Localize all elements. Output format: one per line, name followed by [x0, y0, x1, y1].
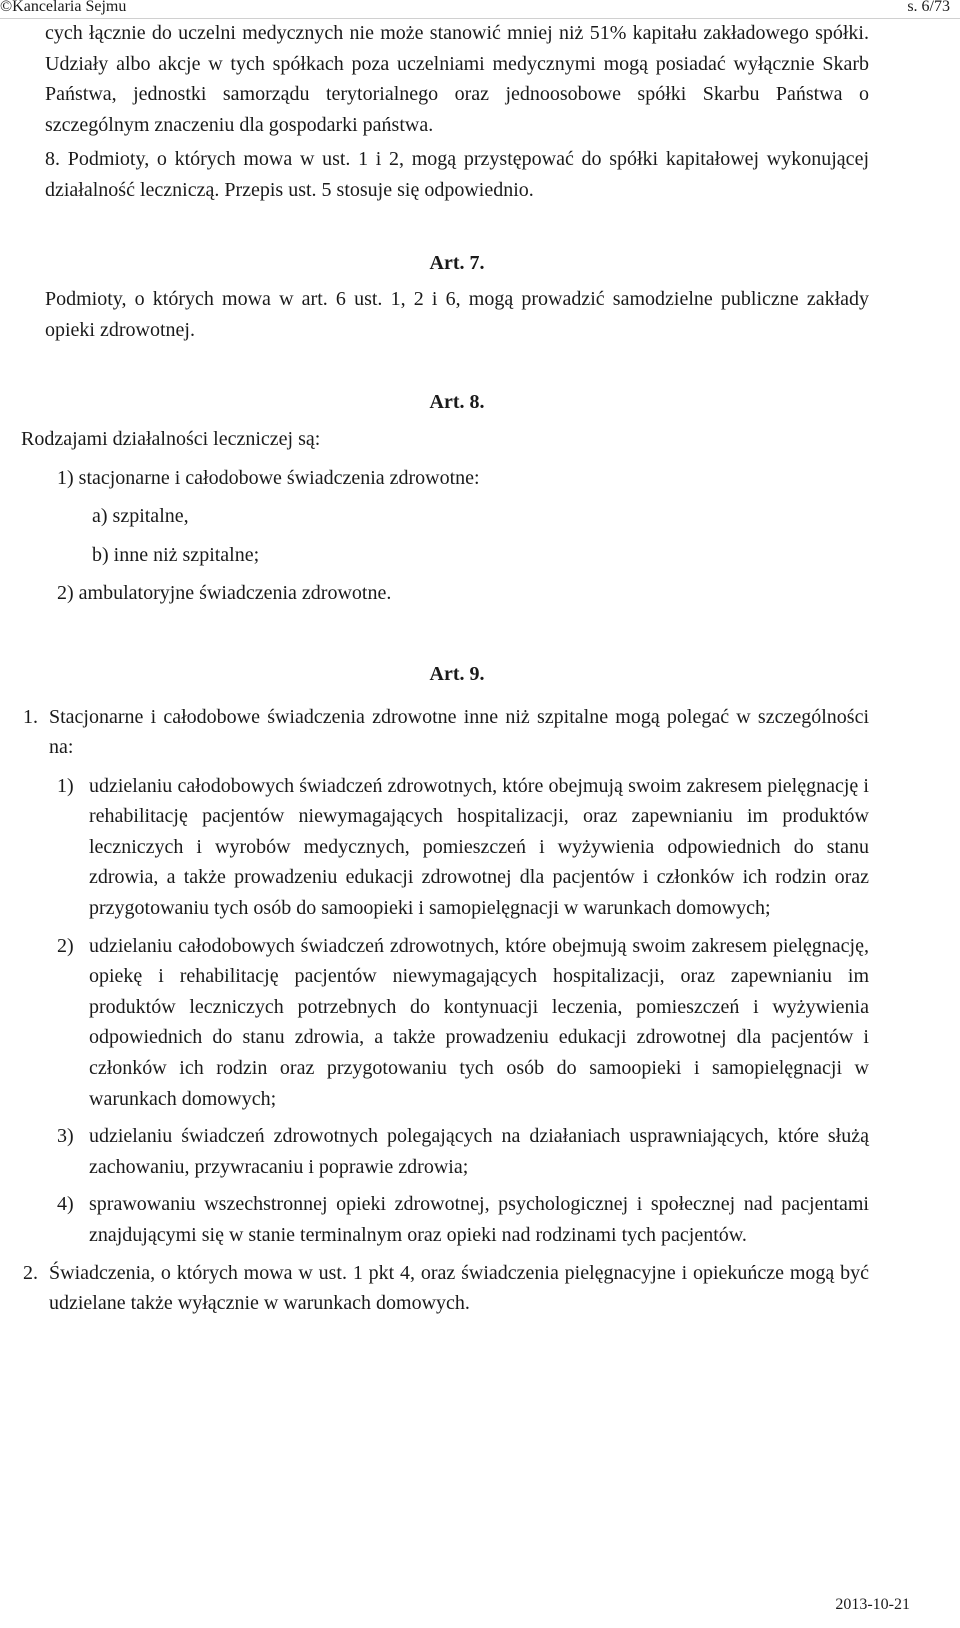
point-text: udzielaniu świadczeń zdrowotnych polegających na działaniach usprawniających, które służą zachowaniu, przywracaniu i poprawie zdrowia; [89, 1125, 869, 1178]
article-9-heading: Art. 9. [429, 662, 485, 685]
paragraph-8: 8. Podmioty, o których mowa w ust. 1 i 2, mogą przystępować do spółki kapitałowej wykonującej działalność leczniczą. Przepis ust. 5 stosuje się odpowiednio. [45, 148, 869, 201]
article-9-point-2 [57, 931, 869, 1115]
point-number: 4) [57, 1193, 74, 1216]
paragraph-number: 2. [23, 1261, 38, 1284]
point-number: 2) [57, 934, 74, 957]
point-text: udzielaniu całodobowych świadczeń zdrowotnych, które obejmują swoim zakresem pielęgnację i rehabilitację pacjentów niewymagających hospitalizacji, oraz zapewnianiu im produktów leczniczych i wyrobów medycznych, pomieszczeń i wyżywienia odpowiednich do stanu zdrowia, a także prowadzeniu edukacji zdrowotnej dla pacjentów i członków ich rodzin oraz przygotowaniu tych osób do samoopieki i samopielęgnacji w warunkach domowych; [89, 774, 869, 920]
article-8-intro: Rodzajami działalności leczniczej są: [21, 427, 321, 450]
article-9-point-4 [57, 1189, 869, 1250]
point-number: 1) [57, 774, 74, 797]
article-9-paragraph-2 [23, 1258, 869, 1319]
point-text: udzielaniu całodobowych świadczeń zdrowotnych, które obejmują swoim zakresem pielęgnację, opiekę i rehabilitację pacjentów niewymagających hospitalizacji, oraz zapewnianiu im produktów leczniczych potrzebnych do kontynuacji leczenia, pomieszczeń i wyżywienia odpowiednich do stanu zdrowia, a także prowadzeniu edukacji zdrowotnej dla pacjentów i członków ich rodzin oraz przygotowaniu tych osób do samoopieki i samopielęgnacji w warunkach domowych; [89, 934, 869, 1110]
point-number: 3) [57, 1125, 74, 1148]
footer-date: 2013-10-21 [835, 1596, 910, 1613]
header-publisher: ©Kancelaria Sejmu [0, 0, 127, 15]
paragraph-text: Świadczenia, o których mowa w ust. 1 pkt 4, oraz świadczenia pielęgnacyjne i opiekuńcze mogą być udzielane także wyłącznie w warunkach domowych. [49, 1261, 869, 1315]
article-9-point-1 [57, 771, 869, 924]
article-8-heading: Art. 8. [429, 391, 485, 414]
paragraph-text: Stacjonarne i całodobowe świadczenia zdrowotne inne niż szpitalne mogą polegać w szczególności na: [49, 705, 869, 759]
article-8-item-1a: a) szpitalne, [92, 505, 189, 528]
continuation-paragraph: cych łącznie do uczelni medycznych nie może stanowić mniej niż 51% kapitału zakładowego spółki. Udziały albo akcje w tych spółkach poza uczelniami medycznymi mogą posiadać wyłącznie Skarb Państwa, jednostki samorządu terytorialnego oraz jednoosobowe spółki Skarbu Państwa o szczególnym znaczeniu dla gospodarki państwa. [45, 22, 869, 136]
header-page-number: s. 6/73 [907, 0, 950, 15]
article-9-point-3 [57, 1121, 869, 1182]
article-8-item-2: 2) ambulatoryjne świadczenia zdrowotne. [57, 582, 392, 605]
article-7-text: Podmioty, o których mowa w art. 6 ust. 1, 2 i 6, mogą prowadzić samodzielne publiczne zakłady opieki zdrowotnej. [45, 288, 869, 341]
paragraph-number: 1. [23, 705, 38, 728]
article-7-heading: Art. 7. [429, 251, 485, 274]
article-8-item-1b: b) inne niż szpitalne; [92, 543, 260, 566]
article-8-item-1: 1) stacjonarne i całodobowe świadczenia zdrowotne: [57, 466, 480, 489]
article-9-paragraph-1 [23, 702, 869, 763]
document-body [21, 18, 869, 1319]
point-text: sprawowaniu wszechstronnej opieki zdrowotnej, psychologicznej i społecznej nad pacjentami znajdującymi się w stanie terminalnym oraz opieki nad rodzinami tych pacjentów. [89, 1193, 869, 1246]
